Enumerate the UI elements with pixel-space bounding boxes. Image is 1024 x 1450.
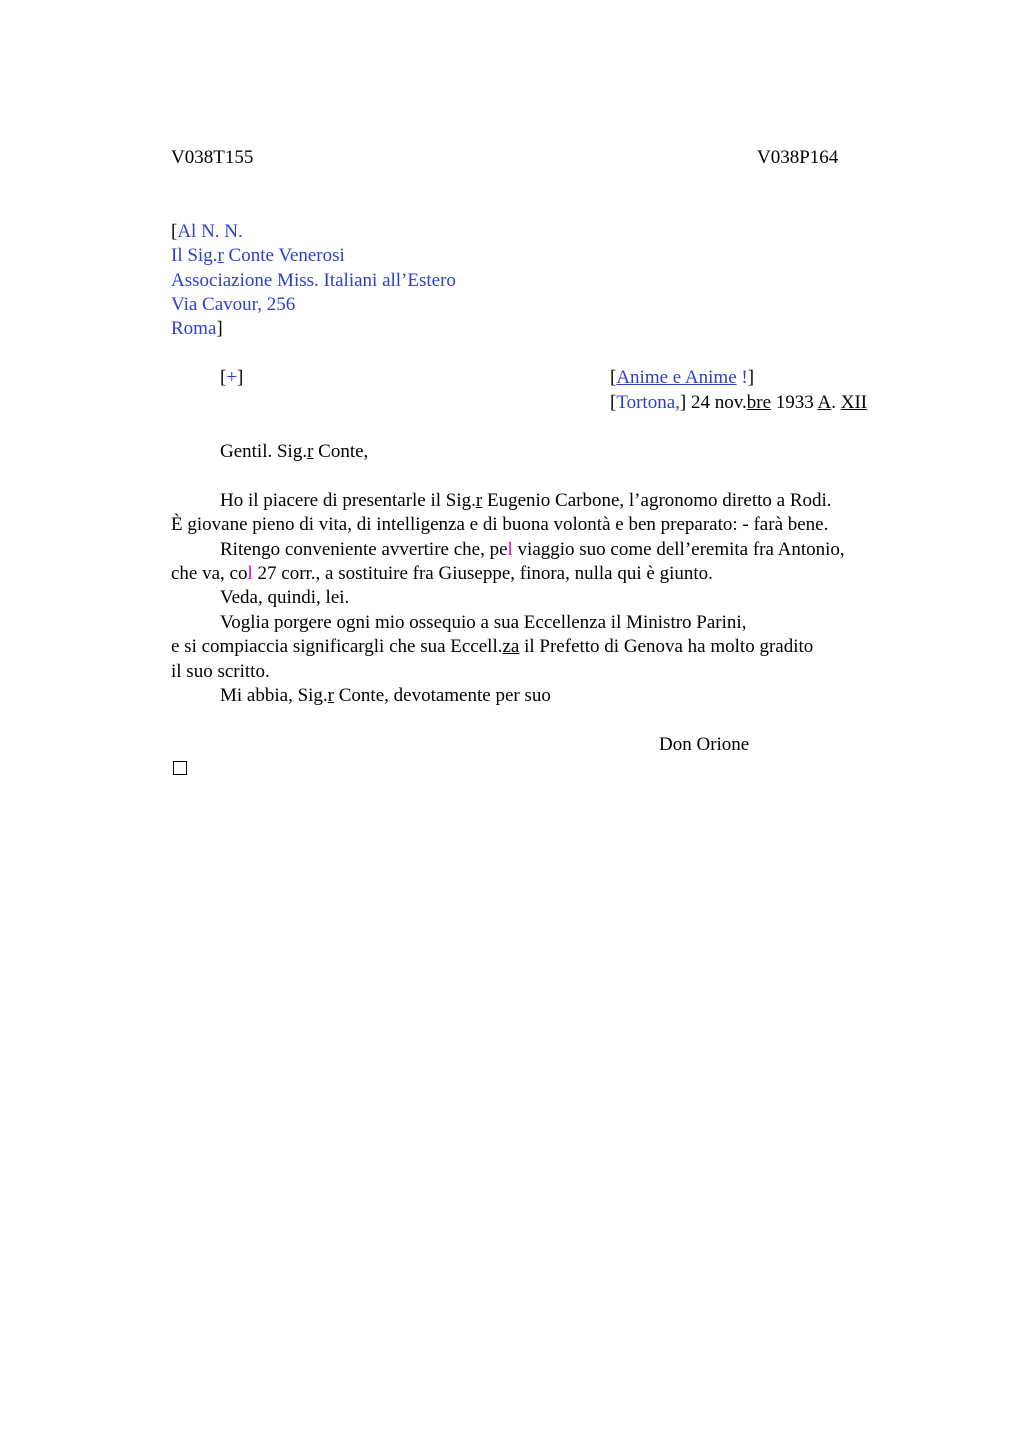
- body-line-3-pre: Ritengo conveniente avvertire che, pe: [220, 539, 508, 560]
- address-title: Il Sig.: [171, 245, 218, 266]
- body-line-1-post: Eugenio Carbone, l’agronomo diretto a Rodi.: [482, 490, 832, 511]
- address-line-1: [171, 220, 243, 244]
- body-line-1-pre: Ho il piacere di presentarle il Sig.: [220, 490, 476, 511]
- body-line-7-superscript: za: [502, 636, 520, 657]
- body-line-9-superscript: r: [327, 685, 334, 706]
- dateline-close-bracket: ]: [679, 392, 687, 413]
- body-line-9: [220, 684, 551, 708]
- body-line-4-pre: che va, co: [171, 563, 248, 584]
- body-line-3: [220, 538, 845, 562]
- salutation-superscript: r: [307, 441, 314, 462]
- document-code-right: V038P164: [757, 147, 839, 168]
- address-line-4: Via Cavour, 256: [171, 294, 296, 315]
- dateline-open-bracket: [: [610, 392, 617, 413]
- body-line-7-pre: e si compiaccia significargli che sua Eccell.: [171, 636, 503, 657]
- dateline-year: 1933: [771, 392, 818, 413]
- motto-exclamation: !: [736, 367, 748, 388]
- body-line-8: il suo scritto.: [171, 661, 270, 682]
- body-line-7: [171, 635, 813, 659]
- body-line-7-post: il Prefetto di Genova ha molto gradito: [519, 636, 814, 657]
- address-city: Roma: [171, 318, 217, 339]
- end-square-icon: [173, 761, 187, 775]
- body-line-9-post: Conte, devotamente per suo: [334, 685, 551, 706]
- motto-close-bracket: ]: [747, 367, 755, 388]
- dateline-era-number: XII: [840, 392, 868, 413]
- salutation-pre: Gentil. Sig.: [220, 441, 308, 462]
- address-close-bracket: ]: [216, 318, 223, 339]
- body-line-1: [220, 489, 832, 513]
- cross-icon: +: [226, 367, 238, 388]
- dateline-era-a: A: [817, 392, 832, 413]
- cross-open-bracket: [: [220, 367, 227, 388]
- body-line-3-post: viaggio suo come dell’eremita fra Antonio,: [512, 539, 845, 560]
- body-line-4-post: 27 corr., a sostituire fra Giuseppe, finora, nulla qui è giunto.: [252, 563, 713, 584]
- body-line-2: È giovane pieno di vita, di intelligenza e di buona volontà e ben preparato: - farà bene.: [171, 514, 829, 535]
- motto: [610, 366, 754, 390]
- address-name: Conte Venerosi: [223, 245, 345, 266]
- cross-mark: [220, 366, 243, 390]
- address-title-superscript: r: [217, 245, 224, 266]
- body-line-3-correction: l: [507, 539, 513, 560]
- body-line-6: Voglia porgere ogni mio ossequio a sua Eccellenza il Ministro Parini,: [220, 612, 747, 633]
- salutation: [220, 440, 368, 464]
- dateline-era-dot: .: [831, 392, 841, 413]
- salutation-post: Conte,: [313, 441, 369, 462]
- body-line-5: Veda, quindi, lei.: [220, 587, 350, 608]
- motto-text: Anime e Anime: [616, 367, 737, 388]
- address-line-5: [171, 317, 223, 341]
- address-line-2: [171, 244, 345, 268]
- document-code-left: V038T155: [171, 147, 254, 168]
- address-recipient: Al N. N.: [177, 221, 243, 242]
- body-line-9-pre: Mi abbia, Sig.: [220, 685, 328, 706]
- body-line-4-correction: l: [247, 563, 253, 584]
- body-line-4: [171, 562, 713, 586]
- dateline-date: 24 nov.: [686, 392, 747, 413]
- address-open-bracket: [: [171, 221, 178, 242]
- signature: Don Orione: [659, 734, 750, 755]
- address-line-3: Associazione Miss. Italiani all’Estero: [171, 270, 456, 291]
- cross-close-bracket: ]: [237, 367, 244, 388]
- dateline-month-superscript: bre: [746, 392, 772, 413]
- body-line-1-superscript: r: [475, 490, 483, 511]
- dateline-place: Tortona,: [616, 392, 680, 413]
- dateline: [610, 391, 867, 415]
- motto-open-bracket: [: [610, 367, 617, 388]
